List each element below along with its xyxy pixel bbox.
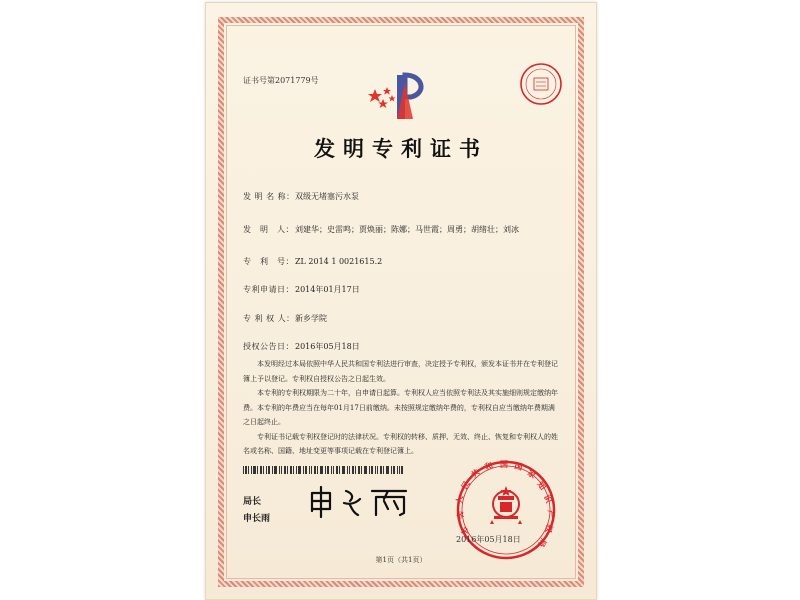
filing-date-label: 专利申请日： bbox=[243, 285, 294, 294]
national-ip-seal-icon bbox=[454, 458, 558, 562]
patent-holder-value: 新乡学院 bbox=[295, 314, 327, 323]
filing-date-value: 2014年01月17日 bbox=[295, 285, 360, 294]
svg-text:局: 局 bbox=[536, 537, 549, 549]
inventor-value: 刘建华；史雷鸣；贾焕丽；陈娜；马世霞；周勇；胡绪壮；刘冰 bbox=[295, 225, 519, 234]
invention-name-value: 双级无堵塞污水泵 bbox=[295, 192, 359, 201]
svg-text:国: 国 bbox=[513, 460, 524, 473]
svg-text:权: 权 bbox=[543, 523, 555, 534]
patent-number-value: ZL 2014 1 0021615.2 bbox=[295, 257, 383, 266]
grant-date-label: 授权公告日： bbox=[243, 342, 294, 351]
body-paragraph: 本发明经过本局依照中华人民共和国专利法进行审查，决定授予专利权，颁发本证书并在专利登记簿上予以登记。专利权自授权公告之日起生效。 bbox=[243, 360, 558, 383]
patent-number-row bbox=[243, 256, 382, 267]
svg-text:共: 共 bbox=[468, 466, 482, 480]
svg-text:知: 知 bbox=[535, 479, 549, 492]
certificate-number: 证书号第2071779号 bbox=[243, 76, 319, 85]
patent-number-label: 专 利 号： bbox=[243, 257, 294, 266]
director-name: 申长雨 bbox=[243, 514, 271, 524]
svg-text:民: 民 bbox=[459, 479, 472, 491]
grant-date-value: 2016年05月18日 bbox=[295, 342, 360, 351]
certificate-title: 发明专利证书 bbox=[314, 136, 488, 161]
svg-text:人: 人 bbox=[454, 495, 465, 505]
handwritten-signature-icon bbox=[306, 483, 416, 519]
svg-text:家: 家 bbox=[525, 467, 539, 481]
svg-text:中: 中 bbox=[458, 524, 472, 538]
svg-text:华: 华 bbox=[454, 509, 467, 521]
filing-date-row bbox=[243, 284, 360, 295]
barcode-icon bbox=[243, 466, 403, 474]
seal-date: 2016年05月18日 bbox=[456, 535, 521, 544]
svg-text:产: 产 bbox=[546, 509, 557, 519]
patent-holder-row bbox=[243, 313, 327, 324]
director-title: 局长 bbox=[243, 497, 262, 507]
certificate-paper bbox=[205, 2, 597, 600]
body-paragraph: 专利证书记载专利权登记时的法律状况。专利权的转移、质押、无效、终止、恢复和专利权人的姓名或名称、国籍、地址变更等事项记载在专利登记簿上。 bbox=[243, 432, 558, 455]
svg-text:识: 识 bbox=[542, 493, 555, 505]
patent-office-logo-icon bbox=[361, 69, 441, 125]
grant-date-row bbox=[243, 341, 360, 352]
invention-name-row bbox=[243, 191, 359, 202]
invention-name-label: 发 明 名 称： bbox=[243, 192, 295, 201]
inventor-row bbox=[243, 224, 519, 235]
certificate-body bbox=[243, 357, 561, 459]
page-number: 第1页（共1页） bbox=[375, 556, 427, 564]
inventor-label: 发 明 人： bbox=[243, 225, 294, 234]
patent-holder-label: 专 利 权 人： bbox=[243, 314, 295, 323]
svg-text:和: 和 bbox=[483, 459, 495, 472]
body-paragraph: 本专利的专利权期限为二十年，自申请日起算。专利权人应当依照专利法及其实施细则规定缴纳年费。本专利的年费应当在每年01月17日前缴纳。未按照规定缴纳年费的，专利权自应当缴纳年费期满之日起终止。 bbox=[243, 389, 558, 426]
svg-text:国: 国 bbox=[500, 459, 508, 469]
bureau-seal-icon bbox=[518, 61, 564, 107]
